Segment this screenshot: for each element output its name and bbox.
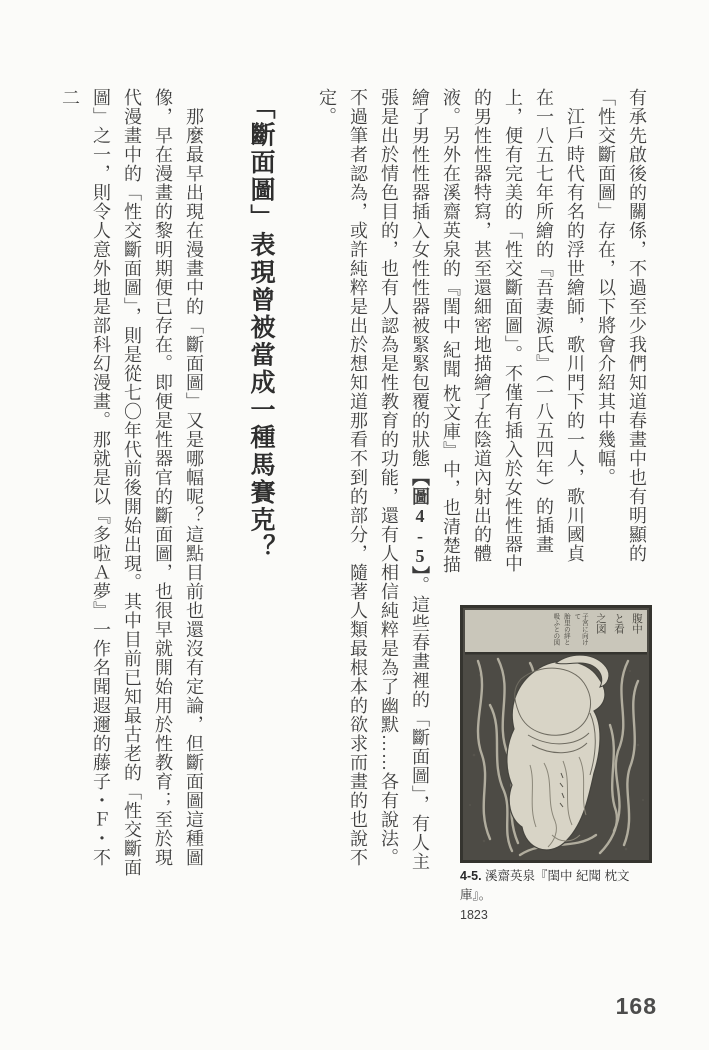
paragraph-3: 不過筆者認為，或許純粹是出於想知道那看不到的部分，隨著人類最根本的欲求而畫的也說不定。 bbox=[317, 88, 368, 867]
paragraph-2-continued: 。這些春畫裡的「斷面圖」，有人主張是出於情色目的，也有人認為是性教育的功能，還有人相信純粹是為了幽默……各有說法。 bbox=[379, 88, 430, 871]
figure-4-5 bbox=[440, 575, 652, 922]
figure-caption-label: 4-5. bbox=[460, 869, 482, 883]
figure-reference-number: 4-5 bbox=[410, 506, 430, 566]
paragraph-2-text: 江戶時代有名的浮世繪師，歌川門下的一人，歌川國貞在一八五七年所繪的『吾妻源氏』（一八五四年）的插畫上，便有完美的「性交斷面圖」。不僅有插入於女性性器中的男性性器特寫，甚至還細密地描繪了在陰道內射出的體液。另外在溪齋英泉的『閨中 紀聞 枕文庫』中，也清楚描繪了男性性器插入女性性器被緊緊包覆的狀態 bbox=[410, 88, 585, 574]
article-text bbox=[60, 88, 652, 922]
paragraph-4: 那麼最早出現在漫畫中的「斷面圖」又是哪幅呢？這點目前也還沒有定論，但斷面圖這種圖像，早在漫畫的黎明期便已存在。即便是性器官的斷面圖，也很早就開始用於性教育；至於現代漫畫中的「性交斷面圖」，則是從七〇年代前後開始出現。其中目前已知最古老的「性交斷面圖」之一，則令人意外地是部科幻漫畫。那就是以『多啦Ａ夢』一作名聞遐邇的藤子・Ｆ・不二 bbox=[60, 88, 204, 877]
page-number: 168 bbox=[615, 993, 657, 1019]
figure-caption-line bbox=[460, 867, 660, 906]
artwork-title-cartouche: 腹中と看之図子宮に向けて胎里の絆と吸ふとの図 bbox=[552, 613, 642, 646]
figure-reference-open: 【圖 bbox=[410, 468, 430, 506]
figure-caption-year: 1823 bbox=[460, 907, 488, 922]
paragraph-1: 有承先啟後的關係，不過至少我們知道春畫中也有明顯的「性交斷面圖」存在，以下將會介紹其中幾幅。 bbox=[596, 88, 647, 563]
figure-reference-close: 】 bbox=[410, 566, 430, 576]
section-heading: 「斷面圖」表現曾被當成一種馬賽克？ bbox=[247, 94, 274, 562]
figure-caption-title: 溪齋英泉『閨中 紀聞 枕文庫』。 bbox=[460, 869, 630, 903]
figure-caption bbox=[460, 867, 660, 925]
figure-reference bbox=[410, 468, 430, 576]
ukiyoe-print-image bbox=[460, 605, 652, 863]
